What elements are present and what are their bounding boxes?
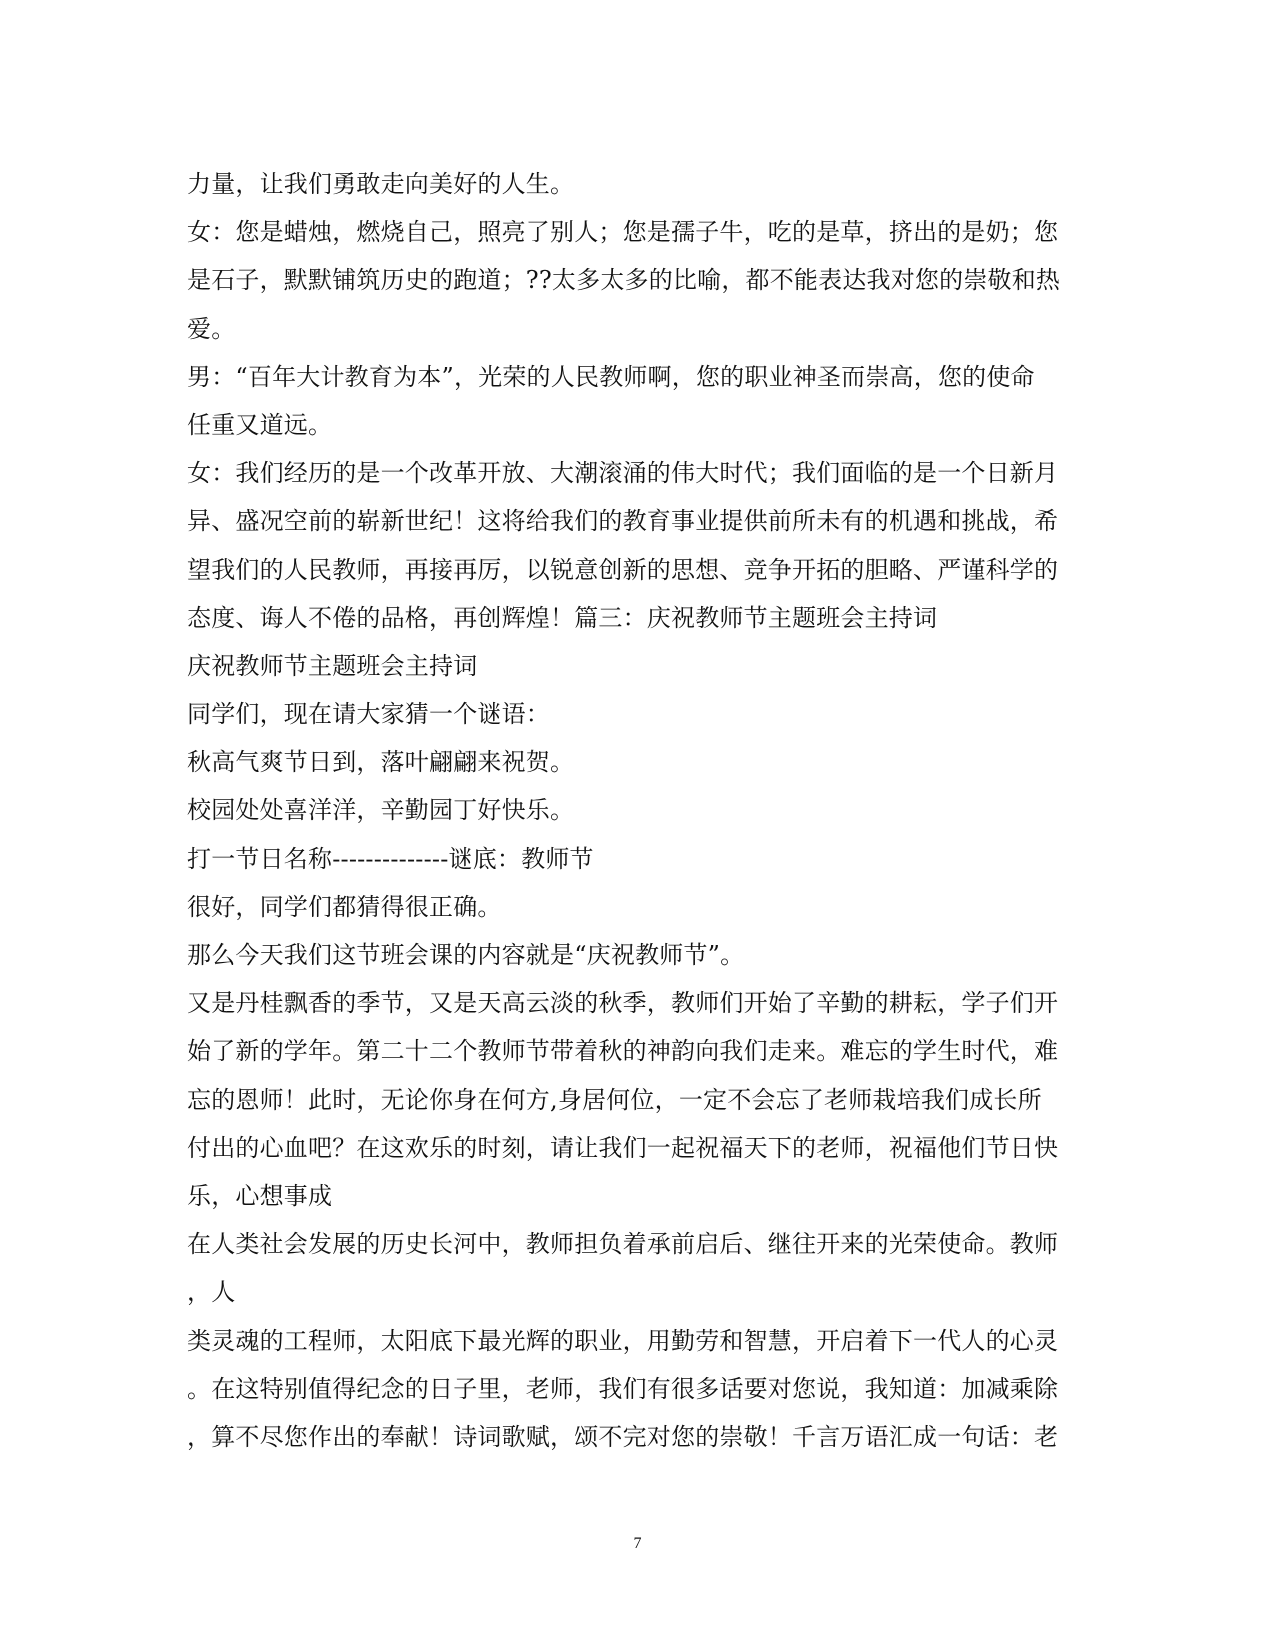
body-text [187,160,1087,1461]
text-line: 乐，心想事成 [187,1181,333,1210]
text-line: 女：我们经历的是一个改革开放、大潮滚涌的伟大时代；我们面临的是一个日新月 [187,459,1059,488]
text-line: 异、盛况空前的崭新世纪！这将给我们的教育事业提供前所未有的机遇和挑战，希 [187,507,1059,536]
section-heading: 庆祝教师节主题班会主持词 [187,651,478,680]
text-line: 任重又道远。 [187,410,333,439]
text-line: 同学们，现在请大家猜一个谜语： [187,700,550,729]
text-line: 类灵魂的工程师，太阳底下最光辉的职业，用勤劳和智慧，开启着下一代人的心灵 [187,1326,1059,1355]
riddle-line: 秋高气爽节日到，落叶翩翩来祝贺。 [187,748,575,777]
text-line: 态度、诲人不倦的品格，再创辉煌！篇三：庆祝教师节主题班会主持词 [187,603,938,632]
riddle-line: 校园处处喜洋洋，辛勤园丁好快乐。 [187,796,575,825]
text-line: ，算不尽您作出的奉献！诗词歌赋，颂不完对您的崇敬！千言万语汇成一句话：老 [187,1422,1059,1451]
text-line: 望我们的人民教师，再接再厉，以锐意创新的思想、竞争开拓的胆略、严谨科学的 [187,555,1059,584]
text-line: 忘的恩师！此时，无论你身在何方,身居何位，一定不会忘了老师栽培我们成长所 [187,1085,1042,1114]
text-line: 男：“百年大计教育为本”，光荣的人民教师啊，您的职业神圣而崇高，您的使命 [187,362,1035,391]
text-line: 又是丹桂飘香的季节，又是天高云淡的秋季，教师们开始了辛勤的耕耘，学子们开 [187,989,1059,1018]
text-line: 是石子，默默铺筑历史的跑道；??太多太多的比喻，都不能表达我对您的崇敬和热 [187,266,1061,295]
text-line: 爱。 [187,314,236,343]
text-line: 。在这特别值得纪念的日子里，老师，我们有很多话要对您说，我知道：加减乘除 [187,1374,1059,1403]
text-line: 始了新的学年。第二十二个教师节带着秋的神韵向我们走来。难忘的学生时代，难 [187,1037,1059,1066]
text-line: 付出的心血吧？在这欢乐的时刻，请让我们一起祝福天下的老师，祝福他们节日快 [187,1133,1059,1162]
text-line: ，人 [187,1278,236,1307]
text-line: 很好，同学们都猜得很正确。 [187,892,502,921]
text-line: 在人类社会发展的历史长河中，教师担负着承前启后、继往开来的光荣使命。教师 [187,1230,1059,1259]
text-line: 那么今天我们这节班会课的内容就是“庆祝教师节”。 [187,941,745,969]
page-number: 7 [633,1535,642,1552]
riddle-answer-line: 打一节日名称--------------谜底：教师节 [187,844,594,873]
text-line: 女：您是蜡烛，燃烧自己，照亮了别人；您是孺子牛，吃的是草，挤出的是奶；您 [187,218,1059,247]
text-line: 力量，让我们勇敢走向美好的人生。 [187,170,575,198]
